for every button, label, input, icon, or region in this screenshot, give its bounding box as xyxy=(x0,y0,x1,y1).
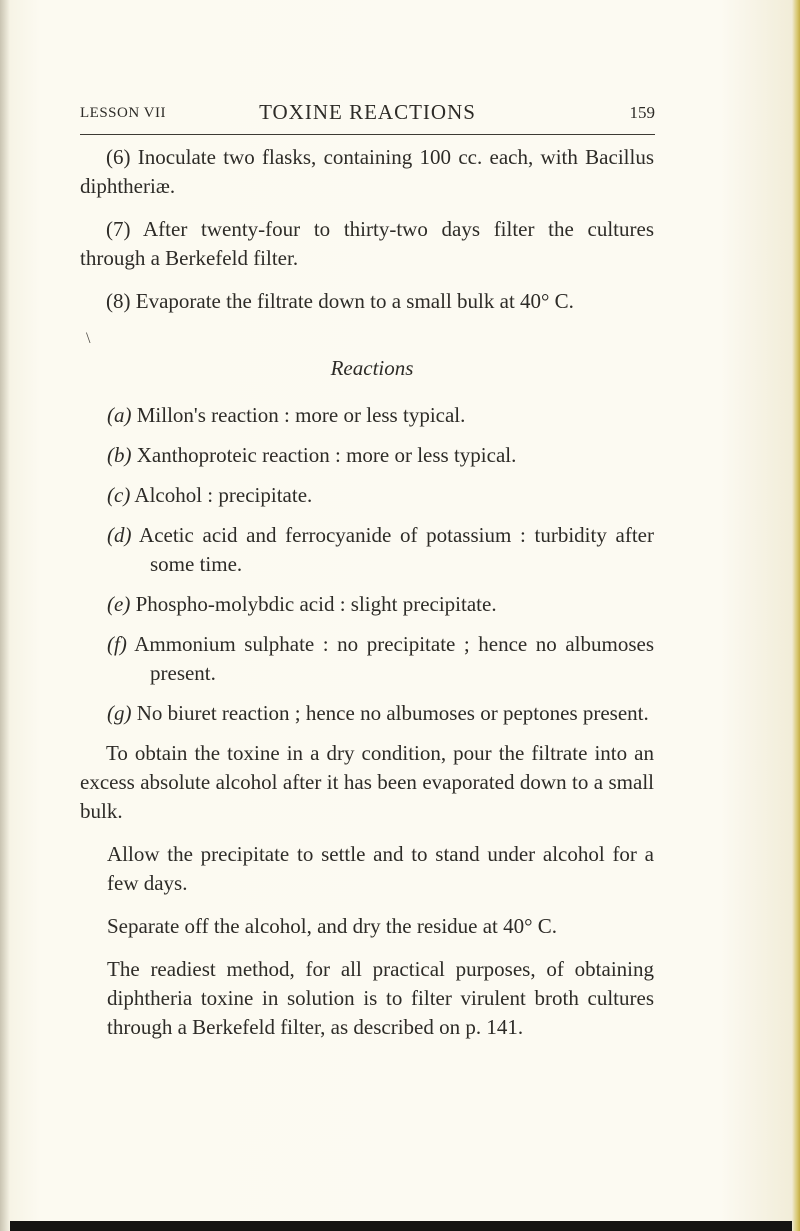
step-7: (7) After twenty-four to thirty-two days filter the cultures through a Berkefeld filter. xyxy=(80,217,654,270)
reactions-heading: Reactions xyxy=(330,356,414,380)
reaction-f xyxy=(80,630,654,688)
reaction-letter: (g) xyxy=(107,701,132,725)
binding-shadow xyxy=(0,0,10,1231)
page-bottom-edge xyxy=(10,1221,792,1231)
reaction-letter: (b) xyxy=(107,443,132,467)
reaction-text: Alcohol : precipitate. xyxy=(134,483,313,507)
reaction-e xyxy=(80,590,654,619)
closing-paragraph-2: Allow the precipitate to settle and to stand under alcohol for a few days. xyxy=(107,842,654,895)
reaction-b xyxy=(80,441,654,470)
lesson-label: LESSON VII xyxy=(80,105,166,121)
closing-paragraph-4: The readiest method, for all practical purposes, of obtaining diphtheria toxine in solution is to filter virulent broth cultures through a Berkefeld filter, as described on p. 141. xyxy=(107,957,654,1039)
reaction-letter: (c) xyxy=(107,483,131,507)
reaction-d xyxy=(80,521,654,579)
stray-mark: \ xyxy=(86,330,91,347)
header-rule xyxy=(80,134,655,135)
page-title: TOXINE REACTIONS xyxy=(259,100,476,124)
reaction-text: Acetic acid and ferrocyanide of potassium : turbidity after some time. xyxy=(139,523,654,576)
step-8: (8) Evaporate the filtrate down to a small bulk at 40° C. xyxy=(106,289,574,313)
reaction-letter: (d) xyxy=(107,523,132,547)
closing-paragraph-3: Separate off the alcohol, and dry the residue at 40° C. xyxy=(107,914,558,938)
reaction-a xyxy=(80,401,654,430)
reaction-letter: (a) xyxy=(107,403,132,427)
page-number: 159 xyxy=(629,103,655,122)
closing-paragraph-1: To obtain the toxine in a dry condition, pour the filtrate into an excess absolute alcohol after it has been evaporated down to a small bulk. xyxy=(80,741,654,823)
reaction-text: Phospho-molybdic acid : slight precipitate. xyxy=(135,592,497,616)
reaction-letter: (f) xyxy=(107,632,127,656)
page-body xyxy=(80,143,654,1056)
reaction-text: Ammonium sulphate : no precipitate ; hence no albumoses present. xyxy=(134,632,654,685)
reaction-text: Millon's reaction : more or less typical. xyxy=(136,403,466,427)
reaction-text: Xanthoproteic reaction : more or less typical. xyxy=(136,443,517,467)
reaction-letter: (e) xyxy=(107,592,131,616)
reaction-text: No biuret reaction ; hence no albumoses or peptones present. xyxy=(136,701,649,725)
reaction-g xyxy=(80,699,654,728)
page-edge xyxy=(792,0,800,1231)
step-6: (6) Inoculate two flasks, containing 100 cc. each, with Bacillus diphtheriæ. xyxy=(80,145,654,198)
running-head xyxy=(80,100,655,128)
reaction-c xyxy=(80,481,654,510)
